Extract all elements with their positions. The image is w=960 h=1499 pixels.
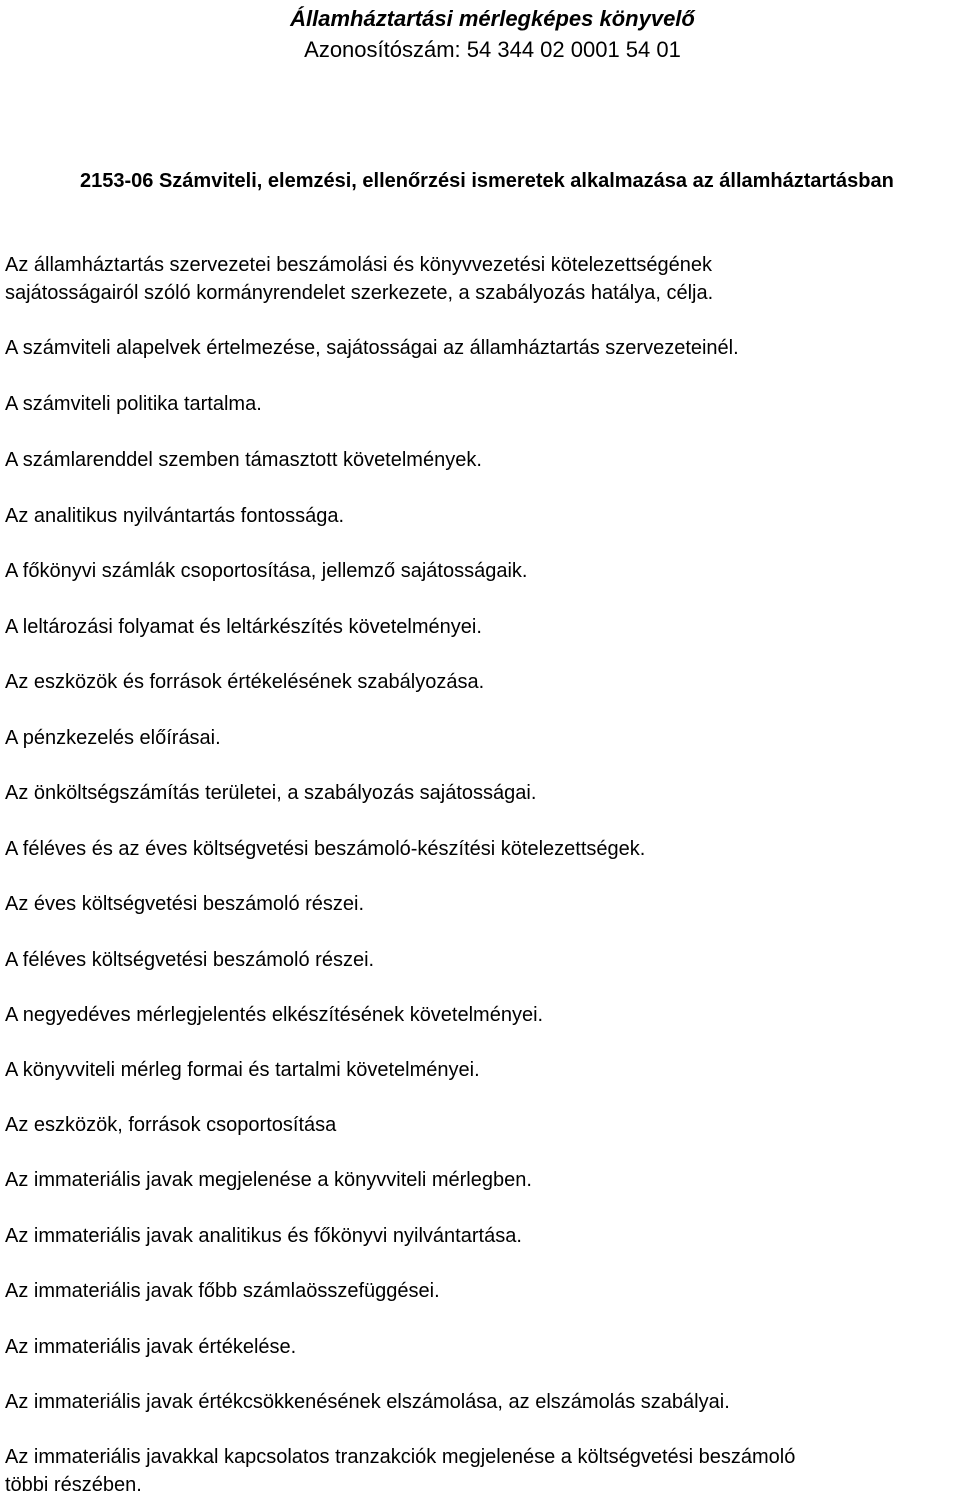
- document-id: Azonosítószám: 54 344 02 0001 54 01: [304, 37, 681, 62]
- topic-item: [5, 1333, 960, 1361]
- topic-line: A féléves és az éves költségvetési beszámoló-készítési kötelezettségek.: [5, 838, 646, 860]
- topic-line: A leltározási folyamat és leltárkészítés követelményei.: [5, 616, 482, 638]
- topic-line: Az immateriális javak értékcsökkenésének elszámolása, az elszámolás szabályai.: [5, 1391, 730, 1413]
- topic-line: Az immateriális javak megjelenése a könyvviteli mérlegben.: [5, 1169, 532, 1191]
- topic-line: Az önköltségszámítás területei, a szabályozás sajátosságai.: [5, 782, 537, 804]
- topic-item: [5, 946, 960, 974]
- topic-item: [5, 502, 960, 530]
- topic-line: A számlarenddel szemben támasztott követelmények.: [5, 449, 482, 471]
- topic-line: Az immateriális javak analitikus és főkönyvi nyilvántartása.: [5, 1225, 522, 1247]
- topic-line: A negyedéves mérlegjelentés elkészítésének követelményei.: [5, 1004, 544, 1026]
- topic-line: A könyvviteli mérleg formai és tartalmi követelményei.: [5, 1059, 480, 1081]
- topic-line: A főkönyvi számlák csoportosítása, jellemző sajátosságaik.: [5, 560, 528, 582]
- topic-item: [5, 1443, 960, 1499]
- topic-item: [5, 1111, 960, 1139]
- topic-line: Az immateriális javak főbb számlaösszefüggései.: [5, 1280, 440, 1302]
- topic-line: A féléves költségvetési beszámoló részei.: [5, 949, 375, 971]
- module-heading: 2153-06 Számviteli, elemzési, ellenőrzési ismeretek alkalmazása az államháztartásban: [80, 170, 894, 192]
- topic-item: [5, 724, 960, 752]
- topic-item: [5, 390, 960, 418]
- topic-item: [5, 1388, 960, 1416]
- topic-line: A számviteli alapelvek értelmezése, sajátosságai az államháztartás szervezeteinél.: [5, 337, 739, 359]
- topic-line: Az éves költségvetési beszámoló részei.: [5, 893, 365, 915]
- topic-item: [5, 1001, 960, 1029]
- topic-item: [5, 890, 960, 918]
- topic-item: [5, 779, 960, 807]
- topic-line: Az eszközök és források értékelésének szabályozása.: [5, 671, 485, 693]
- topic-item: [5, 1222, 960, 1250]
- topic-line: Az immateriális javakkal kapcsolatos tranzakciók megjelenése a költségvetési beszámoló: [5, 1446, 796, 1468]
- topic-line: sajátosságairól szóló kormányrendelet szerkezete, a szabályozás hatálya, célja.: [5, 282, 714, 304]
- topic-line: Az államháztartás szervezetei beszámolási és könyvvezetési kötelezettségének: [5, 254, 713, 276]
- topic-line: Az eszközök, források csoportosítása: [5, 1114, 337, 1136]
- topic-line: A pénzkezelés előírásai.: [5, 727, 221, 749]
- topic-item: [5, 613, 960, 641]
- topic-item: [5, 1166, 960, 1194]
- topic-line: A számviteli politika tartalma.: [5, 393, 262, 415]
- topic-item: [5, 334, 960, 362]
- topic-line: többi részében.: [5, 1474, 142, 1496]
- topic-item: [5, 1277, 960, 1305]
- topic-line: Az immateriális javak értékelése.: [5, 1336, 297, 1358]
- topic-item: [5, 835, 960, 863]
- topic-line: Az analitikus nyilvántartás fontossága.: [5, 505, 345, 527]
- topic-item: [5, 251, 960, 307]
- topic-item: [5, 668, 960, 696]
- topic-item: [5, 446, 960, 474]
- topic-item: [5, 1056, 960, 1084]
- topic-item: [5, 557, 960, 585]
- document-title: Államháztartási mérlegképes könyvelő: [290, 6, 695, 31]
